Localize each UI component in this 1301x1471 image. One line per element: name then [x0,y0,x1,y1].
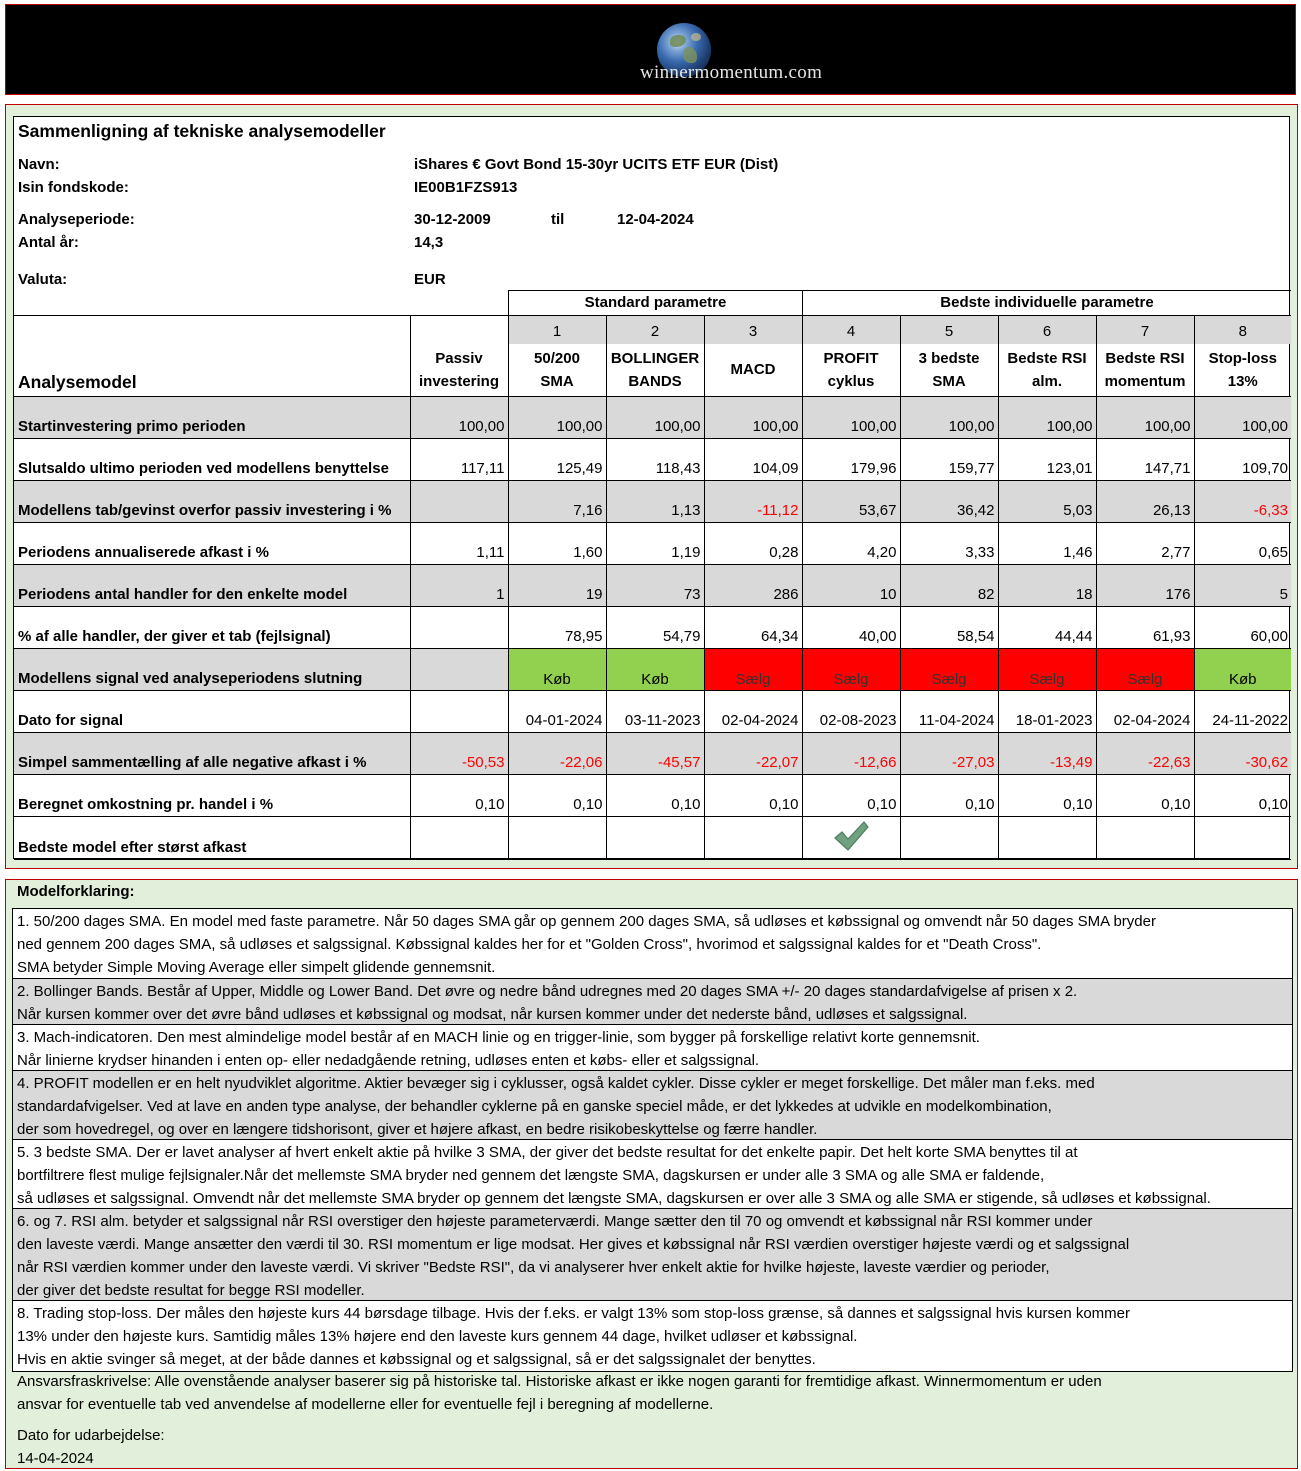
explanation-line: 13% under den højeste kurs. Samtidig måles 13% højere end den laveste kurs gennem 44 dage, hvilket udløser et købssignal. [17,1328,858,1345]
model-name-cell [998,344,1096,397]
table-cell: 04-01-2024 [508,691,606,733]
table-cell: 2,77 [1096,523,1194,565]
explanation-line: 3. Mach-indicatoren. Den mest almindelige model består af en MACH linie og en trigger-linie, som bygger på forskellige relativt korte gennemsnit. [17,1029,980,1046]
explanation-line: 4. PROFIT modellen er en helt nyudviklet algoritme. Aktier bevæger sig i cyklusser, også kaldet cykler. Disse cykler er meget forskellige. Det måler man f.eks. med [17,1075,1095,1092]
explanation-line: når RSI værdien kommer under den laveste værdi. Vi skriver "Bedste RSI", da vi analyserer hver enkelt aktie for hvilke højeste, laveste værdier og perioder, [17,1259,1050,1276]
table-cell: 0,10 [410,775,508,817]
model-name-line-2: investering [418,372,500,390]
table-cell: 11-04-2024 [900,691,998,733]
comparison-table [14,315,1291,860]
model-name-line-1: BOLLINGER [610,349,700,367]
table-cell: 03-11-2023 [606,691,704,733]
table-cell: 44,44 [998,607,1096,649]
signal-badge: Sælg [704,649,802,691]
model-name-cell [1096,344,1194,397]
table-cell: 123,01 [998,439,1096,481]
explanation-line: der giver det bedste resultat for begge RSI modeller. [17,1282,365,1299]
model-explanation-section [5,879,1298,1469]
explanation-line: 5. 3 bedste SMA. Der er lavet analyser af hvert enkelt aktie på hvilke 3 SMA, der giver det bedste resultat for det enkelte papir. Det helt korte SMA benyttes til at [17,1144,1078,1161]
checkmark-icon [832,819,870,853]
table-cell: -27,03 [900,733,998,775]
explanation-line: Når linierne krydser hinanden i enten op- eller nedadgående retning, udløses enten et købs- eller et salgssignal. [17,1052,760,1069]
model-name-line-2: momentum [1104,372,1186,390]
table-cell: 36,42 [900,481,998,523]
site-name: winnermomentum.com [640,62,823,83]
analysis-model-label: Analysemodel [18,372,137,392]
table-cell: 100,00 [998,397,1096,439]
table-cell: 40,00 [802,607,900,649]
table-cell [1194,817,1291,860]
table-cell: 0,10 [998,775,1096,817]
explanation-line: standardafvigelser. Ved at lave en anden type analyse, der behandler cyklerne på en ganske speciel måde, er det lykkedes at udvikle en modelkombination, [17,1098,1052,1115]
table-cell: 1 [410,565,508,607]
model-name-cell [900,344,998,397]
model-name-cell [410,344,508,397]
model-number: 6 [998,316,1096,344]
table-cell: 100,00 [802,397,900,439]
table-cell: -22,06 [508,733,606,775]
model-name-line-1: Passiv [435,349,483,367]
date-label: Dato for udarbejdelse: [17,1427,165,1444]
table-row [14,565,1291,607]
table-cell: -13,49 [998,733,1096,775]
explanation-block [12,1024,1293,1073]
model-name-cell [802,344,900,397]
signal-badge: Sælg [900,649,998,691]
row-label: % af alle handler, der giver et tab (fejlsignal) [14,607,410,649]
model-number [410,316,508,344]
table-cell [508,817,606,860]
row-label: Modellens tab/gevinst overfor passiv investering i % [14,481,410,523]
row-label: Slutsaldo ultimo perioden ved modellens benyttelse [14,439,410,481]
table-cell: 117,11 [410,439,508,481]
table-cell: 73 [606,565,704,607]
table-cell: 0,28 [704,523,802,565]
model-name-line-2: SMA [932,372,966,390]
table-cell: 18-01-2023 [998,691,1096,733]
model-number: 7 [1096,316,1194,344]
table-cell: 0,65 [1194,523,1291,565]
table-row [14,817,1291,860]
model-name-line-2: BANDS [628,372,682,390]
table-cell: 125,49 [508,439,606,481]
table-cell: 109,70 [1194,439,1291,481]
model-number: 3 [704,316,802,344]
model-name-cell [508,344,606,397]
table-cell [998,817,1096,860]
table-row [14,775,1291,817]
row-label: Dato for signal [14,691,410,733]
table-cell: -12,66 [802,733,900,775]
years-value: 14,3 [414,234,444,251]
table-cell: 176 [1096,565,1194,607]
table-cell: 54,79 [606,607,704,649]
table-cell: 26,13 [1096,481,1194,523]
name-value: iShares € Govt Bond 15-30yr UCITS ETF EUR (Dist) [414,156,779,173]
model-name-line-2: 13% [1227,372,1258,390]
disclaimer-line-2: ansvar for eventuelle tab ved anvendelse af modellerne eller for eventuelle fejl i beregning af modellerne. [17,1396,714,1413]
model-name-line-1: 3 bedste [918,349,980,367]
model-name-line-1: Stop-loss [1208,349,1277,367]
explanation-block [12,1300,1293,1372]
blank-cell [14,316,410,344]
explanation-block [12,1070,1293,1142]
table-cell: 7,16 [508,481,606,523]
row-label: Simpel sammentælling af alle negative afkast i % [14,733,410,775]
explanation-line: ned gennem 200 dages SMA, så udløses et salgssignal. Købssignal kaldes her for et "Golden Cross", hvorimod et salgssignal kaldes for et "Death Cross". [17,936,1042,953]
explanation-line: Hvis en aktie svinger så meget, at der både dannes et købssignal og et salgssignal, så er det salgssignalet der benyttes. [17,1351,816,1368]
table-cell: 61,93 [1096,607,1194,649]
row-label: Periodens annualiserede afkast i % [14,523,410,565]
model-name-cell [1194,344,1291,397]
model-name-line-1: 50/200 [534,349,580,367]
table-row [14,607,1291,649]
explanation-line: 1. 50/200 dages SMA. En model med faste parametre. Når 50 dages SMA går op gennem 200 dages SMA, så udløses et købssignal og omvendt når 50 dages SMA bryder [17,913,1156,930]
signal-badge: Køb [606,649,704,691]
model-name-line-2: SMA [540,372,574,390]
table-cell: 3,33 [900,523,998,565]
table-row [14,481,1291,523]
explanation-line: SMA betyder Simple Moving Average eller simpelt glidende gennemsnit. [17,959,496,976]
table-cell: 1,11 [410,523,508,565]
currency-value: EUR [414,271,446,288]
table-cell [410,691,508,733]
table-cell: 4,20 [802,523,900,565]
table-cell: 5 [1194,565,1291,607]
name-label: Navn: [18,156,60,173]
explanation-line: bortfiltrere flest mulige fejlsignaler.Når det mellemste SMA bryder ned gennem det længste SMA, dagskursen er under alle 3 SMA og alle SMA er faldende, [17,1167,1045,1184]
row-label: Startinvestering primo perioden [14,397,410,439]
signal-badge: Køb [508,649,606,691]
explanation-line: 2. Bollinger Bands. Består af Upper, Middle og Lower Band. Det øvre og nedre bånd udregnes med 20 dages SMA +/- 20 dages standardafvigelse af prisen x 2. [17,983,1078,1000]
table-cell: 18 [998,565,1096,607]
table-cell: 147,71 [1096,439,1194,481]
explanation-line: Når kursen kommer over det øvre bånd udløses et købssignal og modsat, når kursen kommer under det nederste bånd, udløses et salgssignal. [17,1006,968,1023]
explanation-line: 8. Trading stop-loss. Der måles den højeste kurs 44 børsdage tilbage. Hvis der f.eks. er valgt 13% som stop-loss grænse, så dannes et salgssignal hvis kursen kommer [17,1305,1131,1322]
explanation-block [12,908,1293,980]
table-cell: 0,10 [802,775,900,817]
explanation-line: der som hovedregel, og over en længere tidshorisont, giver et højere afkast, en bedre risikobeskyttelse og færre handler. [17,1121,818,1138]
table-cell: 100,00 [1096,397,1194,439]
disclaimer-line-1: Ansvarsfraskrivelse: Alle ovenstående analyser baserer sig på historiske tal. Historiske afkast er ikke nogen garanti for fremtidige afkast. Winnermomentum er uden [17,1373,1102,1390]
model-name-row [14,344,1291,397]
comparison-section [5,104,1298,869]
table-cell: 5,03 [998,481,1096,523]
table-row [14,397,1291,439]
table-cell: -22,07 [704,733,802,775]
table-cell: -6,33 [1194,481,1291,523]
table-cell: 64,34 [704,607,802,649]
period-to: til [551,211,565,228]
years-label: Antal år: [18,234,79,251]
signal-badge: Sælg [998,649,1096,691]
table-cell: 02-08-2023 [802,691,900,733]
table-cell: 286 [704,565,802,607]
table-cell: 0,10 [508,775,606,817]
group-best: Bedste individuelle parametre [802,290,1291,315]
table-cell: 53,67 [802,481,900,523]
table-row [14,649,1291,691]
model-number: 2 [606,316,704,344]
period-end: 12-04-2024 [617,211,694,228]
table-row [14,691,1291,733]
table-cell: 104,09 [704,439,802,481]
comparison-panel [13,116,1290,859]
table-cell: 82 [900,565,998,607]
model-number: 5 [900,316,998,344]
table-cell: 118,43 [606,439,704,481]
table-cell: 179,96 [802,439,900,481]
table-row [14,733,1291,775]
explanation-line: den laveste værdi. Mange ansætter den værdi til 30. RSI momentum er lige modsat. Her gives et købssignal når RSI værdien overstiger højeste værdi og et salgssignal [17,1236,1130,1253]
table-cell [704,817,802,860]
table-cell: 100,00 [900,397,998,439]
group-standard: Standard parametre [508,290,803,315]
table-cell: -11,12 [704,481,802,523]
model-name-line-2: cyklus [827,372,875,390]
model-name-line-1: Bedste RSI [1007,349,1087,367]
table-cell [410,607,508,649]
explanation-block [12,1139,1293,1211]
table-cell: 19 [508,565,606,607]
table-cell: 0,10 [1096,775,1194,817]
table-cell: 0,10 [704,775,802,817]
model-name-line-1: MACD [730,361,776,379]
table-cell: 10 [802,565,900,607]
period-start: 30-12-2009 [414,211,491,228]
signal-badge: Sælg [802,649,900,691]
table-cell: 58,54 [900,607,998,649]
table-cell: 100,00 [704,397,802,439]
explanation-block [12,1208,1293,1303]
table-cell: 100,00 [508,397,606,439]
model-name-line-2: alm. [1031,372,1062,390]
isin-label: Isin fondskode: [18,179,129,196]
row-label: Beregnet omkostning pr. handel i % [14,775,410,817]
explanation-line: så udløses et salgssignal. Omvendt når det mellemste SMA bryder op gennem det længste SMA, dagskursen er over alle 3 SMA og alle SMA er stigende, så udløses et købssignal. [17,1190,1211,1207]
table-cell [900,817,998,860]
table-cell: 02-04-2024 [1096,691,1194,733]
currency-label: Valuta: [18,271,68,288]
table-cell: 1,46 [998,523,1096,565]
model-name-cell [704,344,802,397]
model-number: 8 [1194,316,1291,344]
table-row [14,439,1291,481]
row-label: Periodens antal handler for den enkelte model [14,565,410,607]
table-cell: 02-04-2024 [704,691,802,733]
table-cell: 0,10 [1194,775,1291,817]
table-cell: 60,00 [1194,607,1291,649]
table-cell: -30,62 [1194,733,1291,775]
signal-badge: Køb [1194,649,1291,691]
model-name-cell [606,344,704,397]
explanation-title: Modelforklaring: [17,883,135,900]
row-label: Modellens signal ved analyseperiodens slutning [14,649,410,691]
isin-value: IE00B1FZS913 [414,179,518,196]
table-cell: 100,00 [606,397,704,439]
table-cell: 159,77 [900,439,998,481]
table-cell [410,481,508,523]
table-cell: 1,13 [606,481,704,523]
table-cell: 0,10 [606,775,704,817]
table-cell: 0,10 [900,775,998,817]
model-name-line-1: PROFIT [823,349,879,367]
period-label: Analyseperiode: [18,211,135,228]
table-cell: 1,19 [606,523,704,565]
table-cell [1096,817,1194,860]
table-cell [410,649,508,691]
table-cell [802,817,900,860]
table-cell: -50,53 [410,733,508,775]
table-cell: -22,63 [1096,733,1194,775]
table-cell: 24-11-2022 [1194,691,1291,733]
model-number-row [14,316,1291,344]
signal-badge: Sælg [1096,649,1194,691]
page-title: Sammenligning af tekniske analysemodeller [18,121,386,141]
model-number: 1 [508,316,606,344]
explanation-block [12,978,1293,1027]
table-cell: 1,60 [508,523,606,565]
date-value: 14-04-2024 [17,1450,94,1467]
table-cell: 100,00 [410,397,508,439]
table-cell: 100,00 [1194,397,1291,439]
explanation-line: 6. og 7. RSI alm. betyder et salgssignal når RSI overstiger den højeste parameterværdi. Mange sætter den til 70 og omvendt et købssignal når RSI kommer under [17,1213,1093,1230]
site-header [5,4,1296,95]
model-number: 4 [802,316,900,344]
table-cell: -45,57 [606,733,704,775]
model-name-line-1: Bedste RSI [1105,349,1185,367]
table-cell: 78,95 [508,607,606,649]
row-label: Bedste model efter størst afkast [14,817,410,860]
table-cell [410,817,508,860]
table-cell [606,817,704,860]
table-row [14,523,1291,565]
